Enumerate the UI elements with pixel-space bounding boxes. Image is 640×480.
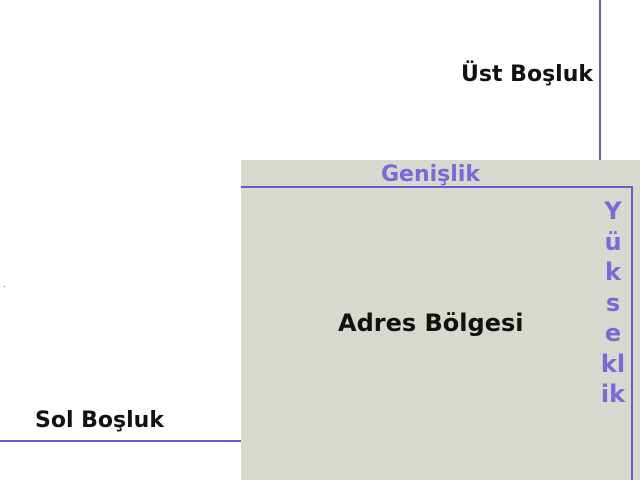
height-label: Yükseklik [600,197,626,408]
height-guide-line [631,186,633,480]
stray-dot [4,286,5,287]
address-region-label: Adres Bölgesi [338,309,524,337]
width-label: Genişlik [381,162,480,187]
left-margin-label: Sol Boşluk [35,408,164,433]
left-margin-guide-line [0,440,241,442]
top-margin-guide-line [599,0,601,160]
top-margin-label: Üst Boşluk [461,62,593,87]
